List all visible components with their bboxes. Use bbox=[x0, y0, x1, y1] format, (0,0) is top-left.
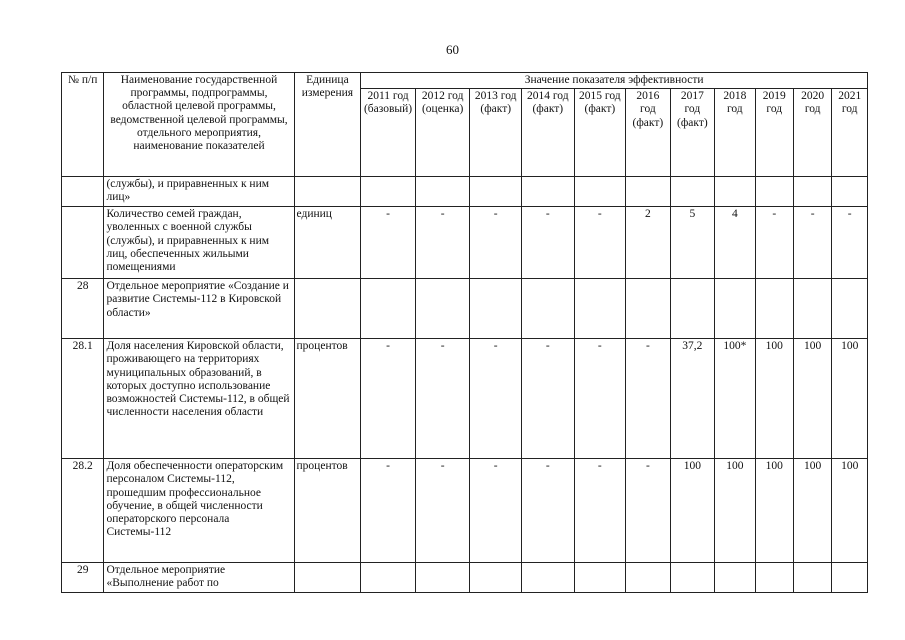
row-value bbox=[832, 563, 868, 592]
header-unit: Единица измерения bbox=[294, 73, 361, 177]
row-num bbox=[62, 177, 104, 207]
row-value bbox=[670, 563, 714, 592]
row-value bbox=[415, 563, 470, 592]
row-value bbox=[470, 177, 522, 207]
row-value: 100 bbox=[670, 459, 714, 563]
row-name: Количество семей граждан, уволенных с военной службы (службы), и приравненных к ним лиц, обеспеченных жильыми помещениями bbox=[104, 207, 294, 279]
row-value: 100 bbox=[793, 339, 831, 459]
row-unit: процентов bbox=[294, 459, 361, 563]
row-value: - bbox=[574, 339, 626, 459]
row-value bbox=[626, 279, 670, 339]
row-value: - bbox=[522, 339, 575, 459]
row-value: - bbox=[415, 339, 470, 459]
table-body bbox=[62, 177, 868, 592]
row-name: Доля населения Кировской области, проживающего на территориях муниципальных образований, в которых доступно использование возможностей Системы-112, в общей численности населения области bbox=[104, 339, 294, 459]
row-value: 100 bbox=[832, 459, 868, 563]
header-year: 2018 год bbox=[715, 89, 755, 177]
row-value: 37,2 bbox=[670, 339, 714, 459]
table-row bbox=[62, 563, 868, 592]
row-value bbox=[361, 279, 416, 339]
row-value bbox=[715, 279, 755, 339]
row-name: Доля обеспеченности операторским персоналом Системы-112, прошедшим профессиональное обучение, в общей численности операторского персонала Системы-112 bbox=[104, 459, 294, 563]
row-value: - bbox=[415, 459, 470, 563]
row-value bbox=[626, 563, 670, 592]
row-value bbox=[361, 177, 416, 207]
row-value bbox=[522, 177, 575, 207]
row-unit bbox=[294, 279, 361, 339]
row-value bbox=[574, 563, 626, 592]
row-value: - bbox=[415, 207, 470, 279]
row-value: - bbox=[626, 339, 670, 459]
row-value: - bbox=[522, 459, 575, 563]
row-value: - bbox=[574, 459, 626, 563]
row-num: 28.1 bbox=[62, 339, 104, 459]
row-value: - bbox=[470, 207, 522, 279]
row-value: 5 bbox=[670, 207, 714, 279]
page-number: 60 bbox=[446, 42, 459, 57]
table-row bbox=[62, 177, 868, 207]
table-row bbox=[62, 459, 868, 563]
row-value: - bbox=[832, 207, 868, 279]
row-value: 100* bbox=[715, 339, 755, 459]
row-value: - bbox=[626, 459, 670, 563]
header-year: 2011 год (базовый) bbox=[361, 89, 416, 177]
row-value: 4 bbox=[715, 207, 755, 279]
header-year: 2016 год (факт) bbox=[626, 89, 670, 177]
table-row bbox=[62, 339, 868, 459]
row-num: 29 bbox=[62, 563, 104, 592]
row-value: - bbox=[574, 207, 626, 279]
header-year: 2021 год bbox=[832, 89, 868, 177]
row-value bbox=[626, 177, 670, 207]
table-row bbox=[62, 207, 868, 279]
row-value: - bbox=[470, 339, 522, 459]
row-unit: процентов bbox=[294, 339, 361, 459]
row-name: (службы), и приравненных к ним лиц» bbox=[104, 177, 294, 207]
row-num: 28.2 bbox=[62, 459, 104, 563]
row-value bbox=[470, 563, 522, 592]
header-year: 2017 год (факт) bbox=[670, 89, 714, 177]
row-value bbox=[470, 279, 522, 339]
row-value bbox=[793, 279, 831, 339]
row-value: 100 bbox=[755, 459, 793, 563]
row-value bbox=[670, 177, 714, 207]
row-unit bbox=[294, 177, 361, 207]
row-value bbox=[522, 563, 575, 592]
row-value bbox=[832, 177, 868, 207]
row-num: 28 bbox=[62, 279, 104, 339]
row-value: 2 bbox=[626, 207, 670, 279]
row-value: - bbox=[522, 207, 575, 279]
row-value bbox=[574, 177, 626, 207]
row-name: Отдельное мероприятие «Выполнение работ по bbox=[104, 563, 294, 592]
row-name: Отдельное мероприятие «Создание и развитие Системы-112 в Кировской области» bbox=[104, 279, 294, 339]
header-year: 2012 год (оценка) bbox=[415, 89, 470, 177]
row-value: - bbox=[793, 207, 831, 279]
header-name: Наименование государственной программы, подпрограммы, областной целевой программы, ведомственной целевой программы, отдельного мероприятия, наименование показателей bbox=[104, 73, 294, 177]
row-value: - bbox=[755, 207, 793, 279]
row-value bbox=[793, 177, 831, 207]
row-value bbox=[755, 563, 793, 592]
row-value bbox=[670, 279, 714, 339]
row-value: 100 bbox=[793, 459, 831, 563]
header-num: № п/п bbox=[62, 73, 104, 177]
header-year: 2013 год (факт) bbox=[470, 89, 522, 177]
row-value: - bbox=[361, 207, 416, 279]
row-value bbox=[574, 279, 626, 339]
row-value bbox=[715, 563, 755, 592]
row-value bbox=[755, 279, 793, 339]
performance-indicators-table bbox=[61, 72, 868, 593]
row-unit: единиц bbox=[294, 207, 361, 279]
row-value bbox=[415, 279, 470, 339]
row-value bbox=[715, 177, 755, 207]
row-value bbox=[755, 177, 793, 207]
row-value bbox=[415, 177, 470, 207]
row-value: 100 bbox=[832, 339, 868, 459]
header-group: Значение показателя эффективности bbox=[361, 73, 868, 89]
row-value: - bbox=[470, 459, 522, 563]
row-value: 100 bbox=[755, 339, 793, 459]
row-value bbox=[793, 563, 831, 592]
row-value bbox=[361, 563, 416, 592]
row-value: - bbox=[361, 459, 416, 563]
header-year: 2020 год bbox=[793, 89, 831, 177]
row-unit bbox=[294, 563, 361, 592]
row-num bbox=[62, 207, 104, 279]
header-year: 2014 год (факт) bbox=[522, 89, 575, 177]
row-value: - bbox=[361, 339, 416, 459]
header-year: 2015 год (факт) bbox=[574, 89, 626, 177]
row-value bbox=[832, 279, 868, 339]
row-value: 100 bbox=[715, 459, 755, 563]
row-value bbox=[522, 279, 575, 339]
header-year: 2019 год bbox=[755, 89, 793, 177]
table-row bbox=[62, 279, 868, 339]
